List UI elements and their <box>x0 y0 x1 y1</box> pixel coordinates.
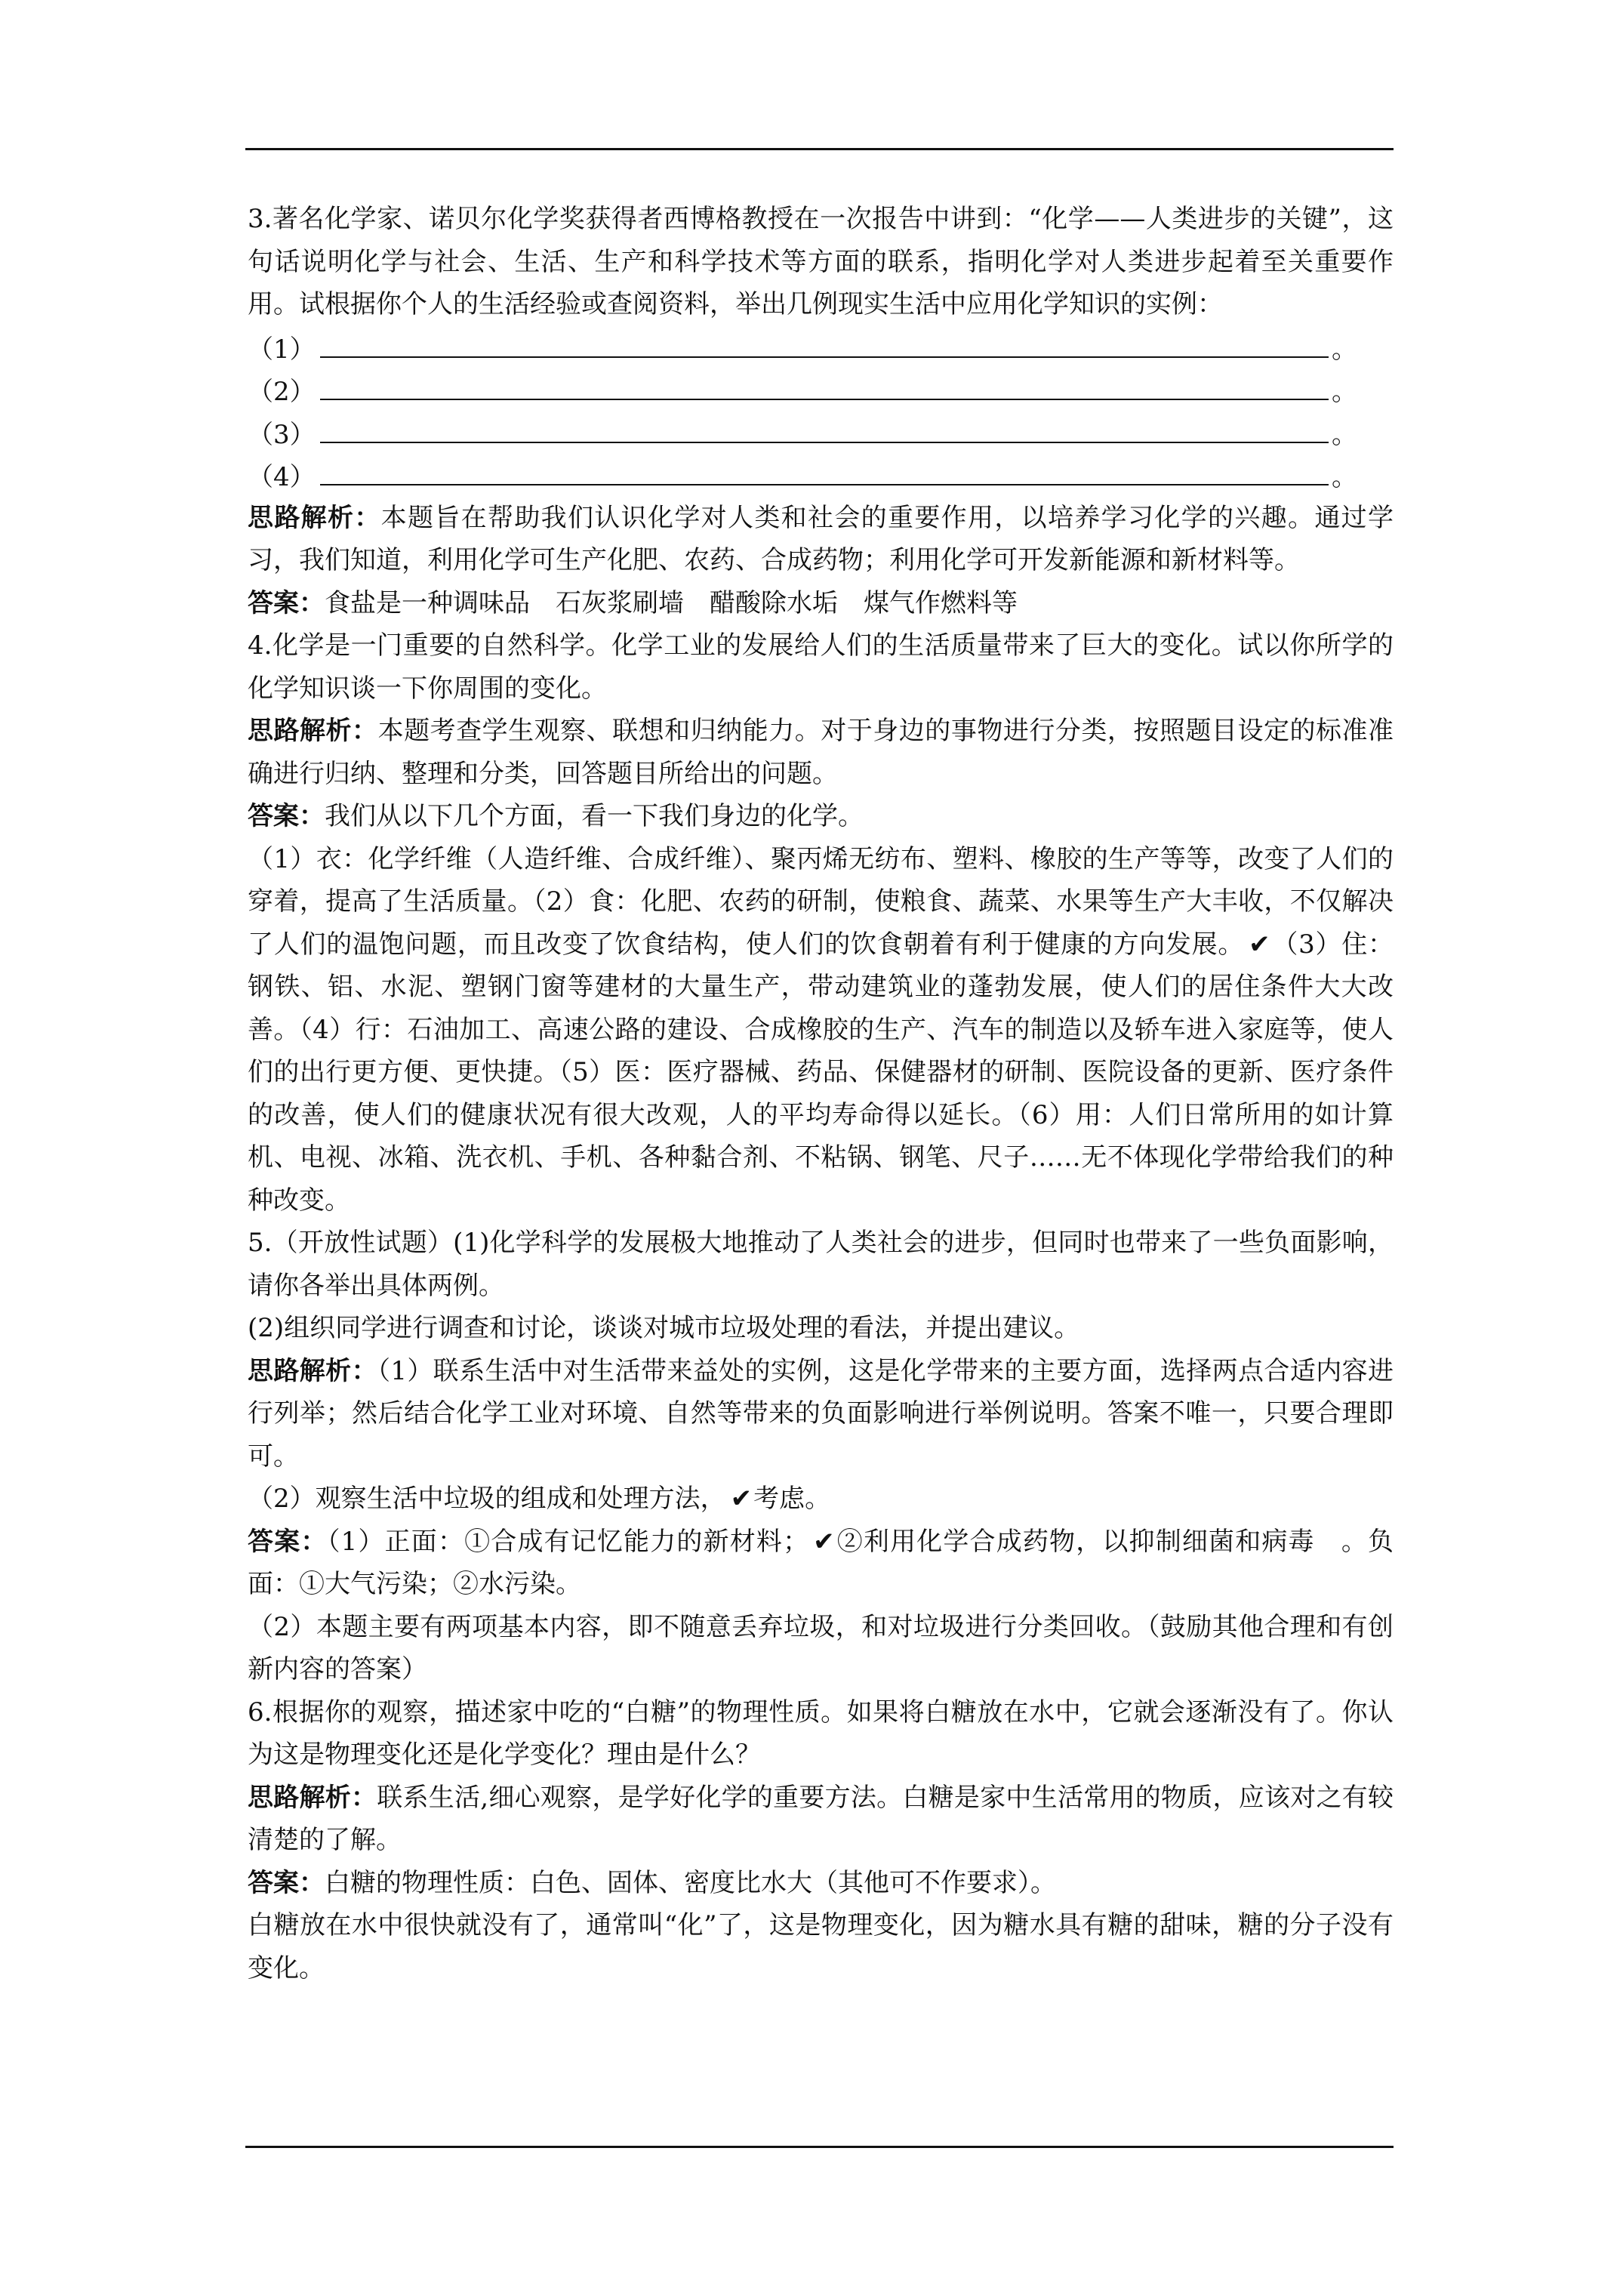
analysis-label: 思路解析： <box>248 502 381 533</box>
answer-blank-2[interactable] <box>248 368 1394 411</box>
answer-label: 答案： <box>248 587 325 618</box>
blank-number: （4） <box>248 462 316 492</box>
analysis-label: 思路解析： <box>248 1355 377 1386</box>
blank-number: （2） <box>248 377 316 407</box>
answer-text-part-2: ②利用化学合成药物，以抑制细菌和病毒 。负面：①大气污染；②水污染。 <box>248 1526 1394 1599</box>
blank-underline[interactable] <box>320 326 1329 358</box>
question-4-answer <box>248 795 1394 838</box>
answer-detail-part-1: （1）衣：化学纤维（人造纤维、合成纤维）、聚丙烯无纺布、塑料、橡胶的生产等等，改变了人们的穿着，提高了生活质量。（2）食：化肥、农药的研制，使粮食、蔬菜、水果等生产大丰收，不仅解决了人们的温饱问题，而且改变了饮食结构，使人们的饮食朝着有利于健康的方向发展。 <box>248 843 1394 960</box>
blank-period: 。 <box>1332 462 1357 492</box>
check-mark-icon: ✔ <box>813 1526 835 1557</box>
question-6-stem: 6.根据你的观察，描述家中吃的“白糖”的物理性质。如果将白糖放在水中，它就会逐渐没有了。你认为这是物理变化还是化学变化？理由是什么？ <box>248 1697 1394 1770</box>
answer-text: 食盐是一种调味品 石灰浆刷墙 醋酸除水垢 煤气作燃料等 <box>325 587 1018 618</box>
analysis-text-part-2: 考虑。 <box>753 1484 831 1514</box>
question-6-analysis <box>248 1777 1394 1862</box>
header-rule <box>245 148 1394 150</box>
question-5-answer-2: （2）本题主要有两项基本内容，即不随意丢弃垃圾，和对垃圾进行分类回收。（鼓励其他合理和有创新内容的答案） <box>248 1611 1394 1684</box>
analysis-label: 思路解析： <box>248 1782 377 1813</box>
blank-underline[interactable] <box>320 454 1329 485</box>
blank-underline[interactable] <box>320 411 1329 443</box>
question-5-stem-1: 5.（开放性试题）(1)化学科学的发展极大地推动了人类社会的进步，但同时也带来了一些负面影响，请你各举出具体两例。 <box>248 1228 1394 1301</box>
blank-number: （1） <box>248 334 316 365</box>
question-3-stem: 3.著名化学家、诺贝尔化学奖获得者西博格教授在一次报告中讲到：“化学——人类进步的关键”，这句话说明化学与社会、生活、生产和科学技术等方面的联系，指明化学对人类进步起着至关重要作用。试根据你个人的生活经验或查阅资料，举出几例现实生活中应用化学知识的实例： <box>248 204 1394 319</box>
answer-blank-4[interactable] <box>248 454 1394 497</box>
blank-period: 。 <box>1332 334 1357 365</box>
blank-underline[interactable] <box>320 368 1329 400</box>
analysis-text: 本题考查学生观察、联想和归纳能力。对于身边的事物进行分类，按照题目设定的标准准确进行归纳、整理和分类，回答题目所给出的问题。 <box>248 716 1394 789</box>
check-mark-icon: ✔ <box>1249 929 1270 960</box>
question-6-answer <box>248 1862 1394 1905</box>
answer-text: 白糖的物理性质：白色、固体、密度比水大（其他可不作要求）。 <box>325 1867 1056 1898</box>
question-3-answer <box>248 582 1394 625</box>
analysis-text-part-1: （2）观察生活中垃圾的组成和处理方法， <box>248 1484 726 1514</box>
answer-blank-1[interactable] <box>248 326 1394 369</box>
question-4-stem: 4.化学是一门重要的自然科学。化学工业的发展给人们的生活质量带来了巨大的变化。试以你所学的化学知识谈一下你周围的变化。 <box>248 630 1394 704</box>
question-6-explanation: 白糖放在水中很快就没有了，通常叫“化”了，这是物理变化，因为糖水具有糖的甜味，糖的分子没有变化。 <box>248 1910 1394 1983</box>
question-5-answer-1 <box>248 1521 1394 1606</box>
answer-text-part-1: （1）正面：①合成有记忆能力的新材料； <box>327 1526 809 1557</box>
analysis-text: 本题旨在帮助我们认识化学对人类和社会的重要作用，以培养学习化学的兴趣。通过学习，我们知道，利用化学可生产化肥、农药、合成药物；利用化学可开发新能源和新材料等。 <box>248 502 1394 575</box>
footer-rule <box>245 2146 1394 2148</box>
blank-period: 。 <box>1332 419 1357 450</box>
question-5-stem-2: (2)组织同学进行调查和讨论，谈谈对城市垃圾处理的看法，并提出建议。 <box>248 1313 1080 1343</box>
blank-number: （3） <box>248 419 316 450</box>
answer-detail-part-2: （3）住：钢铁、铝、水泥、塑钢门窗等建材的大量生产，带动建筑业的蓬勃发展，使人们的居住条件大大改善。（4）行：石油加工、高速公路的建设、合成橡胶的生产、汽车的制造以及轿车进入家庭等，使人们的出行更方便、更快捷。（5）医：医疗器械、药品、保健器材的研制、医院设备的更新、医疗条件的改善，使人们的健康状况有很大改观，人的平均寿命得以延长。（6）用：人们日常所用的如计算机、电视、冰箱、洗衣机、手机、各种黏合剂、不粘锅、钢笔、尺子……无不体现化学带给我们的种种改变。 <box>248 929 1394 1216</box>
answer-label: 答案： <box>248 1867 325 1898</box>
answer-blank-3[interactable] <box>248 411 1394 455</box>
answer-label: 答案： <box>248 801 325 831</box>
answer-text: 我们从以下几个方面，看一下我们身边的化学。 <box>325 801 864 831</box>
question-4-analysis <box>248 710 1394 795</box>
answer-label: 答案： <box>248 1526 328 1557</box>
document-body <box>248 198 1394 1989</box>
analysis-text: 联系生活,细心观察，是学好化学的重要方法。白糖是家中生活常用的物质，应该对之有较清楚的了解。 <box>248 1782 1394 1855</box>
question-5-analysis-2 <box>248 1478 1394 1521</box>
analysis-text: （1）联系生活中对生活带来益处的实例，这是化学带来的主要方面，选择两点合适内容进行列举；然后结合化学工业对环境、自然等带来的负面影响进行举例说明。答案不唯一，只要合理即可。 <box>248 1355 1394 1472</box>
question-4-answer-detail <box>248 838 1394 1222</box>
question-5-analysis-1 <box>248 1350 1394 1478</box>
check-mark-icon: ✔ <box>730 1484 753 1514</box>
question-3-analysis <box>248 497 1394 582</box>
analysis-label: 思路解析： <box>248 716 378 746</box>
blank-period: 。 <box>1332 377 1357 407</box>
